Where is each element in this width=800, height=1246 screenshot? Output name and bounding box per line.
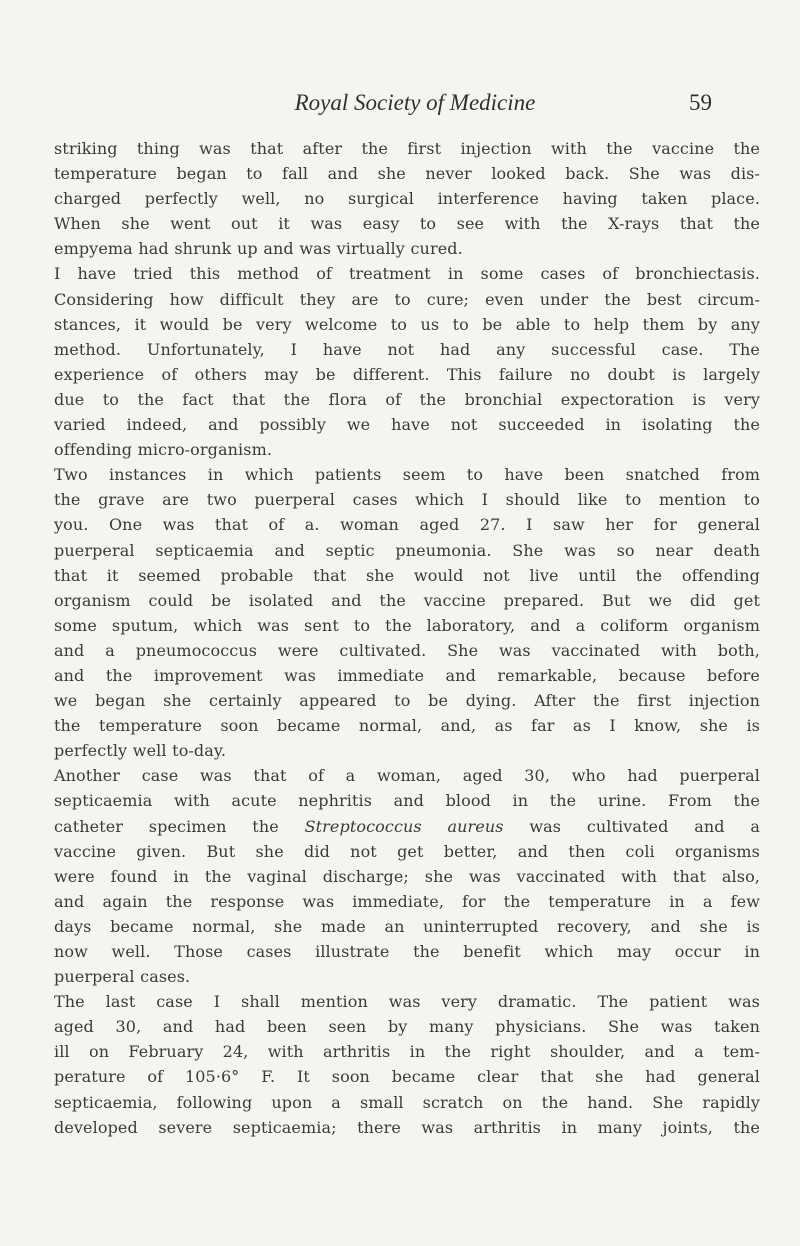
text-line [54,738,760,763]
text-segment: puerperal cases. [54,967,191,987]
text-segment: days became normal, she made an uninterrupted recovery, and she is [54,916,760,936]
text-line [54,512,760,537]
text-line [54,287,760,312]
text-line [54,588,760,613]
text-segment: When she went out it was easy to see with the X-rays that the [54,214,760,234]
text-segment: some sputum, which was sent to the laboratory, and a coliform organism [54,615,760,635]
text-line [54,788,760,813]
text-segment: I have tried this method of treatment in some cases of bronchiectasis. [54,264,760,284]
text-segment: aged 30, and had been seen by many physicians. She was taken [54,1017,760,1037]
text-line [54,437,760,462]
text-segment: you. One was that of a. woman aged 27. I saw her for general [54,515,760,535]
text-segment: catheter specimen the [54,816,305,836]
text-segment: we began she certainly appeared to be dying. After the first injection [54,691,760,711]
text-line [54,261,760,286]
text-line [54,839,760,864]
running-title: Royal Society of Medicine [294,90,536,115]
text-line [54,186,760,211]
text-line [54,1090,760,1115]
text-segment: perature of 105·6° F. It soon became clear that she had general [54,1067,760,1087]
text-segment: empyema had shrunk up and was virtually cured. [54,239,463,259]
text-segment: method. Unfortunately, I have not had any successful case. The [54,339,760,359]
text-segment: charged perfectly well, no surgical interference having taken place. [54,189,760,209]
text-line [54,211,760,236]
italic-text: Streptococcus aureus [304,816,504,836]
text-segment: perfectly well to-day. [54,741,227,761]
text-segment: Considering how difficult they are to cure; even under the best circum- [54,289,760,309]
text-line [54,964,760,989]
text-segment: experience of others may be different. This failure no doubt is largely [54,364,760,384]
text-line [54,362,760,387]
text-segment: ill on February 24, with arthritis in the right shoulder, and a tem- [54,1042,760,1062]
text-segment: and a pneumococcus were cultivated. She was vaccinated with both, [54,640,760,660]
page-number: 59 [689,90,712,115]
text-segment: stances, it would be very welcome to us to be able to help them by any [54,314,760,334]
text-line [54,939,760,964]
text-segment: Two instances in which patients seem to have been snatched from [54,465,760,485]
text-line [54,161,760,186]
text-line [54,663,760,688]
text-line [54,487,760,512]
text-line [54,914,760,939]
text-segment: Another case was that of a woman, aged 30, who had puerperal [54,766,760,786]
text-segment: and the improvement was immediate and remarkable, because before [54,665,760,685]
text-segment: were found in the vaginal discharge; she was vaccinated with that also, [54,866,760,886]
text-line [54,864,760,889]
text-line [54,1039,760,1064]
text-segment: developed severe septicaemia; there was arthritis in many joints, the [54,1117,760,1137]
text-line [54,236,760,261]
text-segment: due to the fact that the flora of the bronchial expectoration is very [54,389,760,409]
text-line [54,312,760,337]
text-segment: now well. Those cases illustrate the benefit which may occur in [54,942,760,961]
text-line [54,638,760,663]
text-segment: and again the response was immediate, for the temperature in a few [54,891,760,911]
text-line [54,136,760,161]
running-header [0,88,800,118]
text-segment: organism could be isolated and the vaccine prepared. But we did get [54,590,760,610]
text-segment: septicaemia with acute nephritis and blood in the urine. From the [54,791,760,811]
text-segment: The last case I shall mention was very dramatic. The patient was [54,992,760,1012]
text-line [54,563,760,588]
text-line [54,989,760,1014]
text-segment: striking thing was that after the first injection with the vaccine the [54,139,760,158]
text-line [54,1064,760,1089]
text-line [54,713,760,738]
text-line [54,412,760,437]
text-line [54,763,760,788]
text-segment: the temperature soon became normal, and, as far as I know, she is [54,716,760,736]
text-line [54,889,760,914]
text-line [54,538,760,563]
text-line [54,814,760,839]
text-segment: puerperal septicaemia and septic pneumonia. She was so near death [54,540,760,560]
text-segment: varied indeed, and possibly we have not succeeded in isolating the [54,415,760,435]
text-line [54,462,760,487]
body-text [54,136,760,1140]
text-line [54,387,760,412]
text-line [54,337,760,362]
text-line [54,1115,760,1140]
text-line [54,688,760,713]
text-segment: temperature began to fall and she never looked back. She was dis- [54,164,760,184]
text-segment: offending micro-organism. [54,440,273,460]
text-line [54,1014,760,1039]
text-segment: was cultivated and a [503,816,761,836]
text-segment: vaccine given. But she did not get better, and then coli organisms [54,841,760,861]
text-segment: septicaemia, following upon a small scratch on the hand. She rapidly [54,1092,760,1112]
text-line [54,613,760,638]
text-segment: the grave are two puerperal cases which I should like to mention to [54,490,760,510]
text-segment: that it seemed probable that she would not live until the offending [54,565,760,585]
